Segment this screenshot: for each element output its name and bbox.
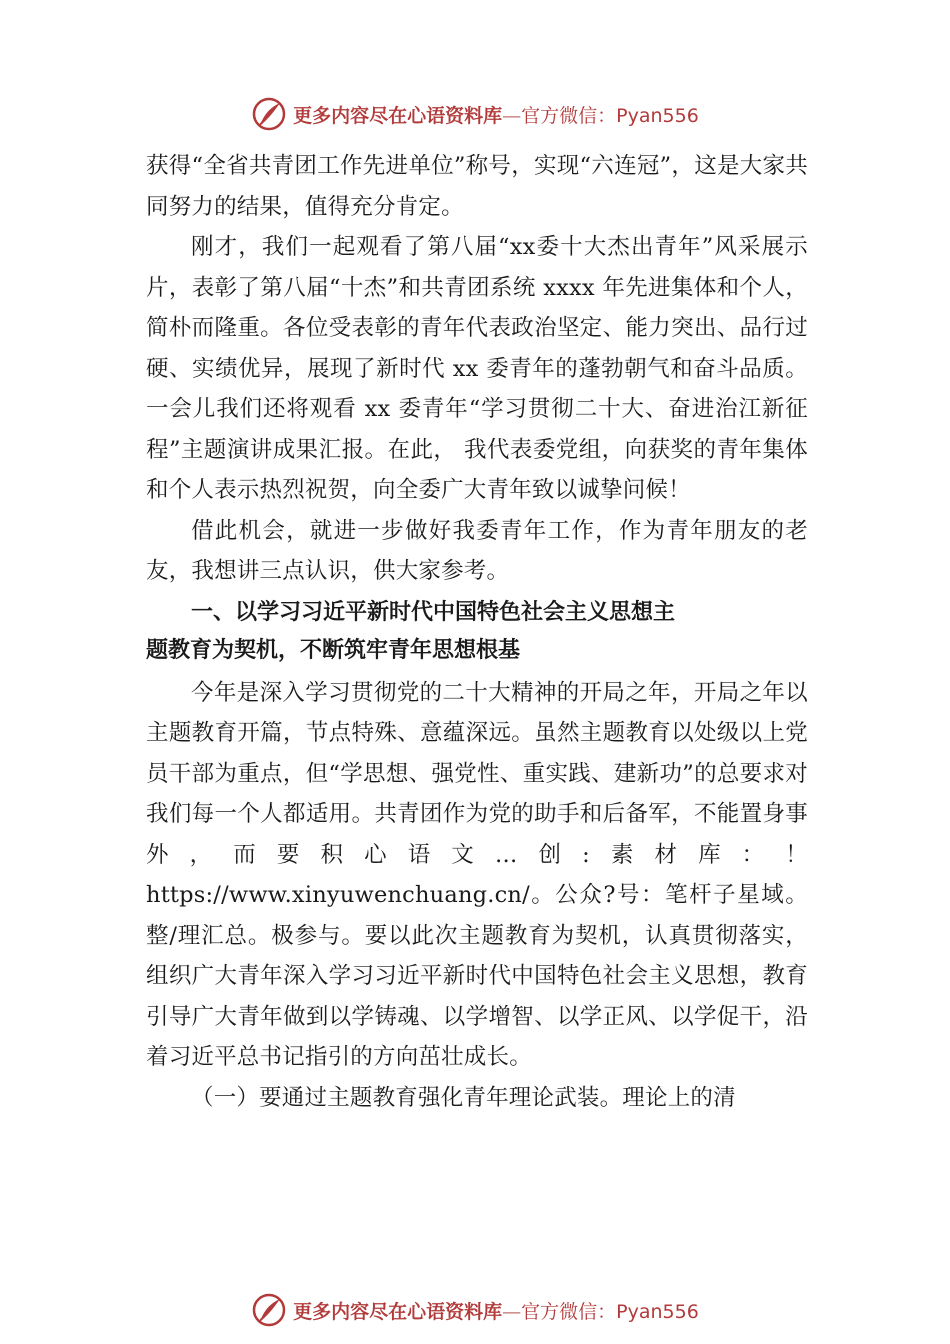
- paragraph-continued: 获得“全省共青团工作先进单位”称号，实现“六连冠”，这是大家共同努力的结果，值得充分肯定。: [146, 153, 808, 220]
- footer-watermark: [0, 1290, 950, 1330]
- paragraph: 刚才，我们一起观看了第八届“xx委十大杰出青年”风采展示片，表彰了第八届“十杰”和共青团系统 xxxx 年先进集体和个人，简朴而隆重。各位受表彰的青年代表政治坚定、能力突出、品行过硬、实绩优异，展现了新时代 xx 委青年的蓬勃朝气和奋斗品质。一会儿我们还将观看 xx 委青年“学习贯彻二十大、奋进治江新征程”主题演讲成果汇报。在此， 我代表委党组，向获奖的青年集体和个人表示热烈祝贺，向全委广大青年致以诚挚问候！: [146, 234, 808, 503]
- paragraph: 借此机会，就进一步做好我委青年工作，作为青年朋友的老友，我想讲三点认识，供大家参考。: [146, 517, 808, 584]
- feather-pen-logo: [251, 96, 287, 132]
- section-heading: 一、以学习习近平新时代中国特色社会主义思想主 题教育为契机，不断筑牢青年思想根基: [146, 599, 676, 663]
- watermark-text: 更多内容尽在心语资料库—官方微信：Pyan556: [293, 1300, 699, 1323]
- watermark-text: 更多内容尽在心语资料库—官方微信：Pyan556: [293, 104, 699, 127]
- header-watermark: [0, 94, 950, 134]
- paragraph: 今年是深入学习贯彻党的二十大精神的开局之年，开局之年以主题教育开篇，节点特殊、意蕴深远。虽然主题教育以处级以上党员干部为重点，但“学思想、强党性、重实践、建新功”的总要求对我们每一个人都适用。共青团作为党的助手和后备军，不能置身事外，而要积心语文…创:素材库：！https://www.xinyuwenchuang.cn/。公众?号：笔杆子星域。整/理汇总。极参与。要以此次主题教育为契机，认真贯彻落实，组织广大青年深入学习习近平新时代中国特色社会主义思想，教育引导广大青年做到以学铸魂、以学增智、以学正风、以学促干，沿着习近平总书记指引的方向茁壮成长。: [146, 679, 808, 1070]
- feather-pen-logo: [251, 1292, 287, 1328]
- subsection-paragraph: （一）要通过主题教育强化青年理论武装。理论上的清: [191, 1084, 736, 1111]
- document-body: [146, 146, 808, 1118]
